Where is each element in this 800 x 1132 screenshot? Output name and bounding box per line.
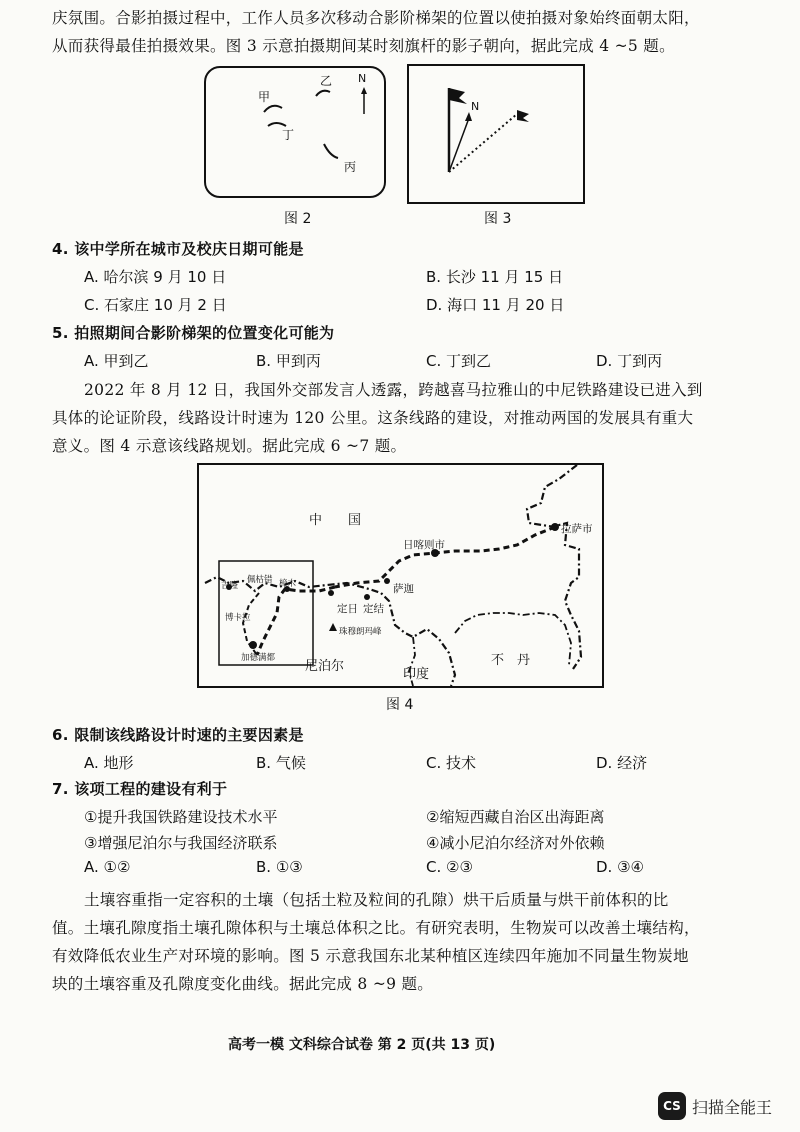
q5-stem: 5. 拍照期间合影阶梯架的位置变化可能为 — [52, 324, 335, 342]
passage2-line-1: 2022 年 8 月 12 日，我国外交部发言人透露，跨越喜马拉雅山的中尼铁路建设已进入到 — [84, 381, 703, 399]
label-shigatse: 日喀则市 — [403, 539, 445, 551]
railway-line — [335, 527, 555, 587]
label-jia: 甲 — [258, 90, 271, 104]
label-peiku: 佩枯错 — [247, 575, 273, 585]
label-sajia: 萨迦 — [393, 583, 414, 595]
page-footer: 高考一模 文科综合试卷 第 2 页(共 13 页) — [228, 1037, 496, 1053]
label-bing: 丙 — [344, 160, 357, 174]
border-east — [527, 465, 581, 669]
intro-line-1: 庆氛围。合影拍摄过程中，工作人员多次移动合影阶梯架的位置以使拍摄对象始终面朝太阳， — [52, 9, 700, 27]
intro-line-2: 从而获得最佳拍摄效果。图 3 示意拍摄期间某时刻旗杆的影子朝向，据此完成 4 ~5 题。 — [52, 37, 675, 55]
q5-option-d[interactable]: D. 丁到丙 — [596, 352, 663, 370]
figure-2 — [204, 66, 386, 198]
flag-icon — [449, 88, 467, 104]
lhasa-dot — [551, 523, 559, 531]
everest-peak-icon — [329, 623, 337, 631]
passage3-line-2: 值。土壤孔隙度指土壤孔隙体积与土壤总体积之比。有研究表明，生物炭可以改善土壤结构， — [52, 919, 700, 937]
scanner-logo-icon: CS — [658, 1092, 686, 1120]
q4-option-a[interactable]: A. 哈尔滨 9 月 10 日 — [84, 268, 227, 286]
label-yi: 乙 — [320, 74, 333, 88]
label-ding: 丁 — [282, 128, 295, 142]
q7-statement-2: ②缩短西藏自治区出海距离 — [426, 808, 605, 826]
q4-option-b[interactable]: B. 长沙 11 月 15 日 — [426, 268, 564, 286]
figure-3-drawing — [409, 66, 583, 202]
figure-2-arcs — [206, 68, 384, 196]
label-dingri: 定日 — [337, 603, 358, 615]
label-china: 中 国 — [309, 513, 362, 528]
q7-option-c[interactable]: C. ②③ — [426, 858, 473, 876]
passage3-line-1: 土壤容重指一定容积的土壤（包括土粒及粒间的孔隙）烘干后质量与烘干前体积的比 — [84, 891, 669, 909]
q7-option-b[interactable]: B. ①③ — [256, 858, 303, 876]
figure-3 — [407, 64, 585, 204]
label-nepal: 尼泊尔 — [305, 659, 345, 674]
label-lhasa: 拉萨市 — [561, 523, 593, 535]
q5-option-c[interactable]: C. 丁到乙 — [426, 352, 492, 370]
q4-option-d[interactable]: D. 海口 11 月 20 日 — [426, 296, 565, 314]
label-dingjie: 定结 — [363, 603, 384, 615]
q7-stem: 7. 该项工程的建设有利于 — [52, 780, 228, 798]
q7-option-d[interactable]: D. ③④ — [596, 858, 644, 876]
label-bhutan: 不 丹 — [491, 653, 531, 668]
north-label-fig3: N — [471, 100, 480, 113]
q7-statement-4: ④减小尼泊尔经济对外依赖 — [426, 834, 605, 852]
q6-option-b[interactable]: B. 气候 — [256, 754, 306, 772]
passage3-line-3: 有效降低农业生产对环境的影响。图 5 示意我国东北某种植区连续四年施加不同量生物炭地 — [52, 947, 689, 965]
q5-option-b[interactable]: B. 甲到丙 — [256, 352, 321, 370]
q6-option-c[interactable]: C. 技术 — [426, 754, 477, 772]
label-everest: 珠穆朗玛峰 — [339, 627, 382, 637]
q6-stem: 6. 限制该线路设计时速的主要因素是 — [52, 726, 304, 744]
q7-statement-1: ①提升我国铁路建设技术水平 — [84, 808, 278, 826]
label-pokhara: 博卡拉 — [225, 613, 251, 623]
figure-3-caption: 图 3 — [484, 211, 512, 227]
label-jilong: 吉隆 — [221, 581, 239, 591]
q5-option-a[interactable]: A. 甲到乙 — [84, 352, 149, 370]
passage2-line-3: 意义。图 4 示意该线路规划。据此完成 6 ~7 题。 — [52, 437, 407, 455]
shadow-flag-icon — [517, 110, 529, 122]
figure-4-map — [197, 463, 604, 688]
q4-stem: 4. 该中学所在城市及校庆日期可能是 — [52, 240, 304, 258]
passage2-line-2: 具体的论证阶段，线路设计时速为 120 公里。这条线路的建设，对推动两国的发展具有重大 — [52, 409, 694, 427]
label-kathmandu: 加德满都 — [241, 653, 276, 663]
q4-option-c[interactable]: C. 石家庄 10 月 2 日 — [84, 296, 227, 314]
label-india: 印度 — [403, 667, 430, 682]
label-zhangmu: 樟木 — [279, 579, 297, 589]
passage3-line-4: 块的土壤容重及孔隙度变化曲线。据此完成 8 ~9 题。 — [52, 975, 434, 993]
north-label-fig2: N — [358, 72, 367, 85]
figure-4-caption: 图 4 — [386, 697, 414, 713]
q7-statement-3: ③增强尼泊尔与我国经济联系 — [84, 834, 278, 852]
figure-2-caption: 图 2 — [284, 211, 312, 227]
q6-option-a[interactable]: A. 地形 — [84, 754, 134, 772]
q7-option-a[interactable]: A. ①② — [84, 858, 131, 876]
scanner-watermark-text: 扫描全能王 — [692, 1098, 773, 1117]
q6-option-d[interactable]: D. 经济 — [596, 754, 648, 772]
